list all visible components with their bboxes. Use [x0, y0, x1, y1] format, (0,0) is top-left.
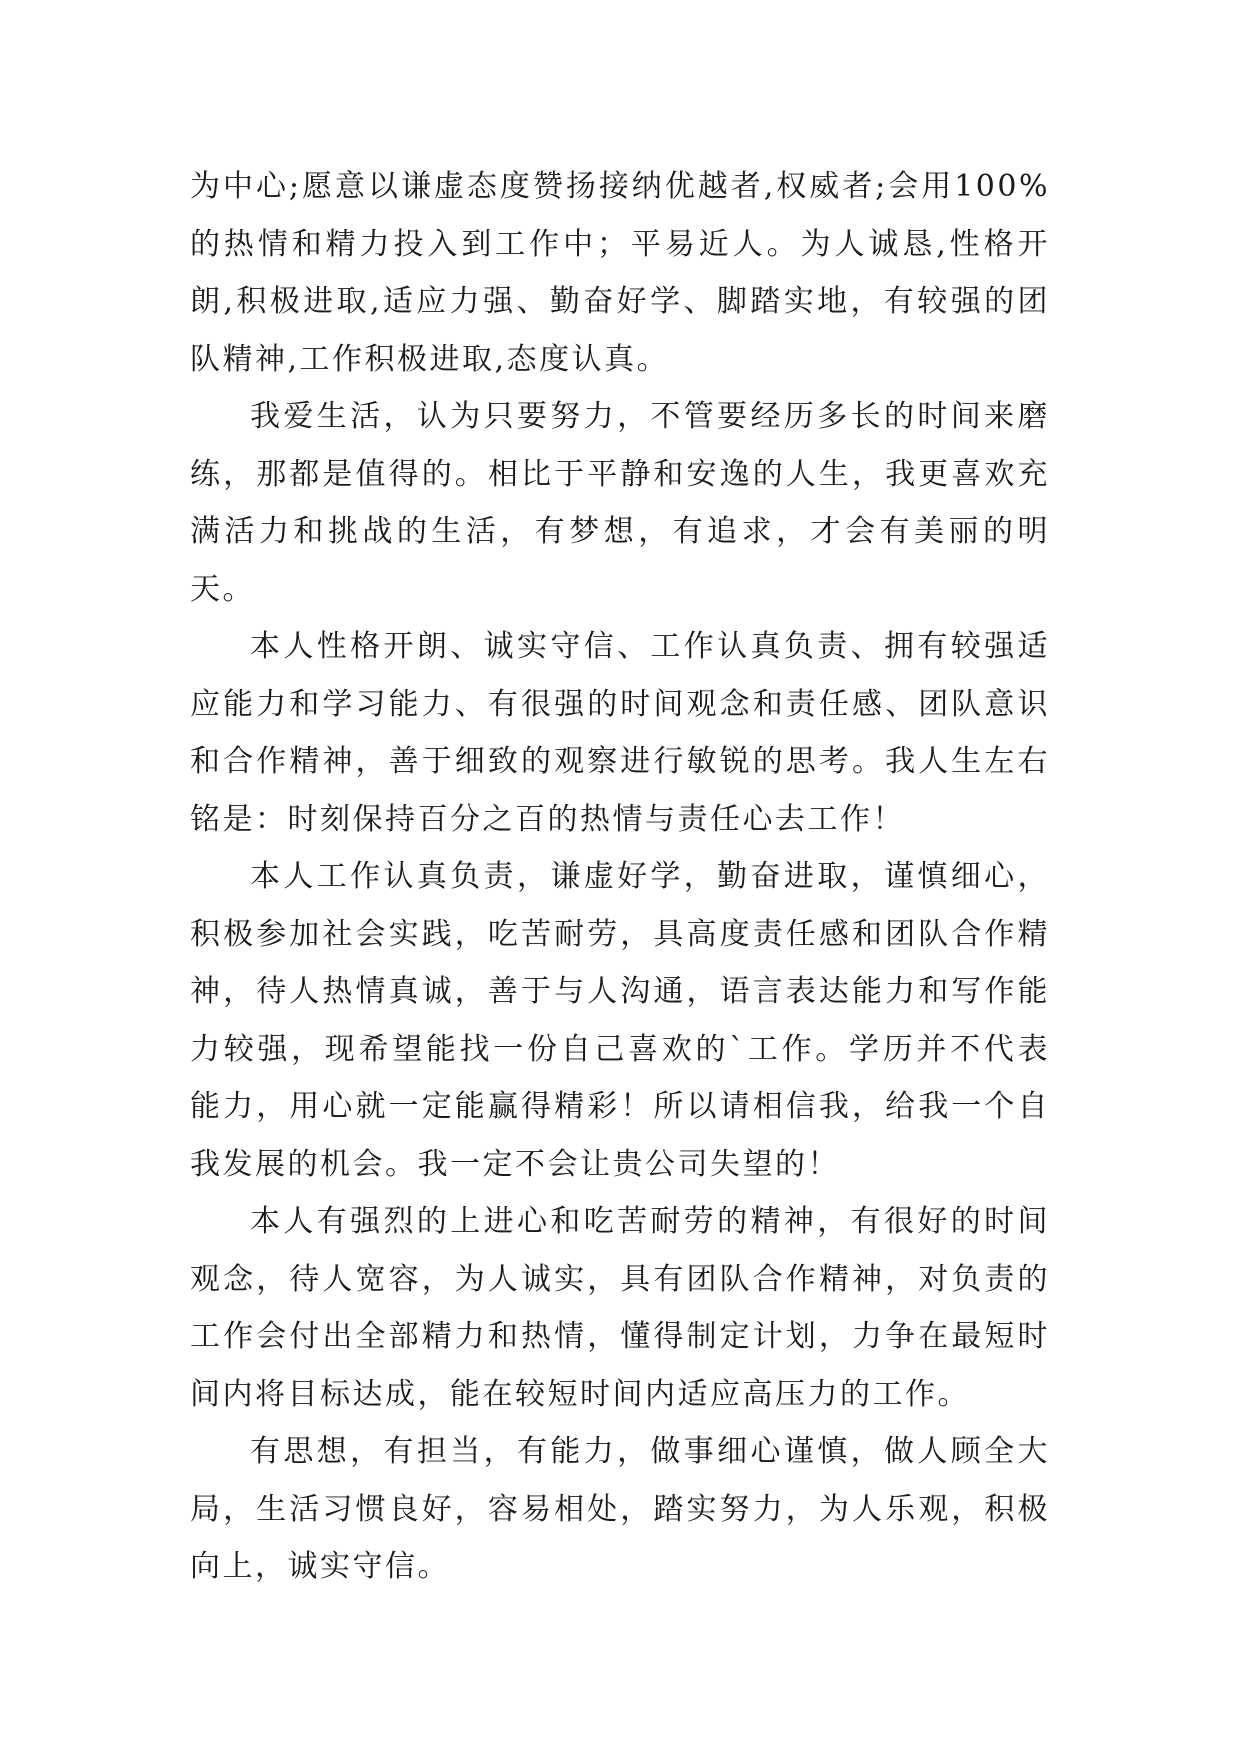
document-body: [190, 158, 1050, 1596]
paragraph-2: 我爱生活，认为只要努力，不管要经历多长的时间来磨练，那都是值得的。相比于平静和安逸的人生，我更喜欢充满活力和挑战的生活，有梦想，有追求，才会有美丽的明天。: [190, 399, 1050, 607]
paragraph-6: 有思想，有担当，有能力，做事细心谨慎，做人顾全大局，生活习惯良好，容易相处，踏实努力，为人乐观，积极向上，诚实守信。: [190, 1434, 1050, 1584]
paragraph-1: 为中心;愿意以谦虚态度赞扬接纳优越者,权威者;会用100%的热情和精力投入到工作中；平易近人。为人诚恳,性格开朗,积极进取,适应力强、勤奋好学、脚踏实地，有较强的团队精神,工作积极进取,态度认真。: [190, 169, 1050, 377]
paragraph-3: 本人性格开朗、诚实守信、工作认真负责、拥有较强适应能力和学习能力、有很强的时间观念和责任感、团队意识和合作精神，善于细致的观察进行敏锐的思考。我人生左右铭是：时刻保持百分之百的热情与责任心去工作！: [190, 629, 1050, 837]
paragraph-5: 本人有强烈的上进心和吃苦耐劳的精神，有很好的时间观念，待人宽容，为人诚实，具有团队合作精神，对负责的工作会付出全部精力和热情，懂得制定计划，力争在最短时间内将目标达成，能在较短时间内适应高压力的工作。: [190, 1204, 1050, 1412]
paragraph-4: 本人工作认真负责，谦虚好学，勤奋进取，谨慎细心，积极参加社会实践，吃苦耐劳，具高度责任感和团队合作精神，待人热情真诚，善于与人沟通，语言表达能力和写作能力较强，现希望能找一份自己喜欢的`工作。学历并不代表能力，用心就一定能赢得精彩！所以请相信我，给我一个自我发展的机会。我一定不会让贵公司失望的！: [190, 859, 1050, 1182]
